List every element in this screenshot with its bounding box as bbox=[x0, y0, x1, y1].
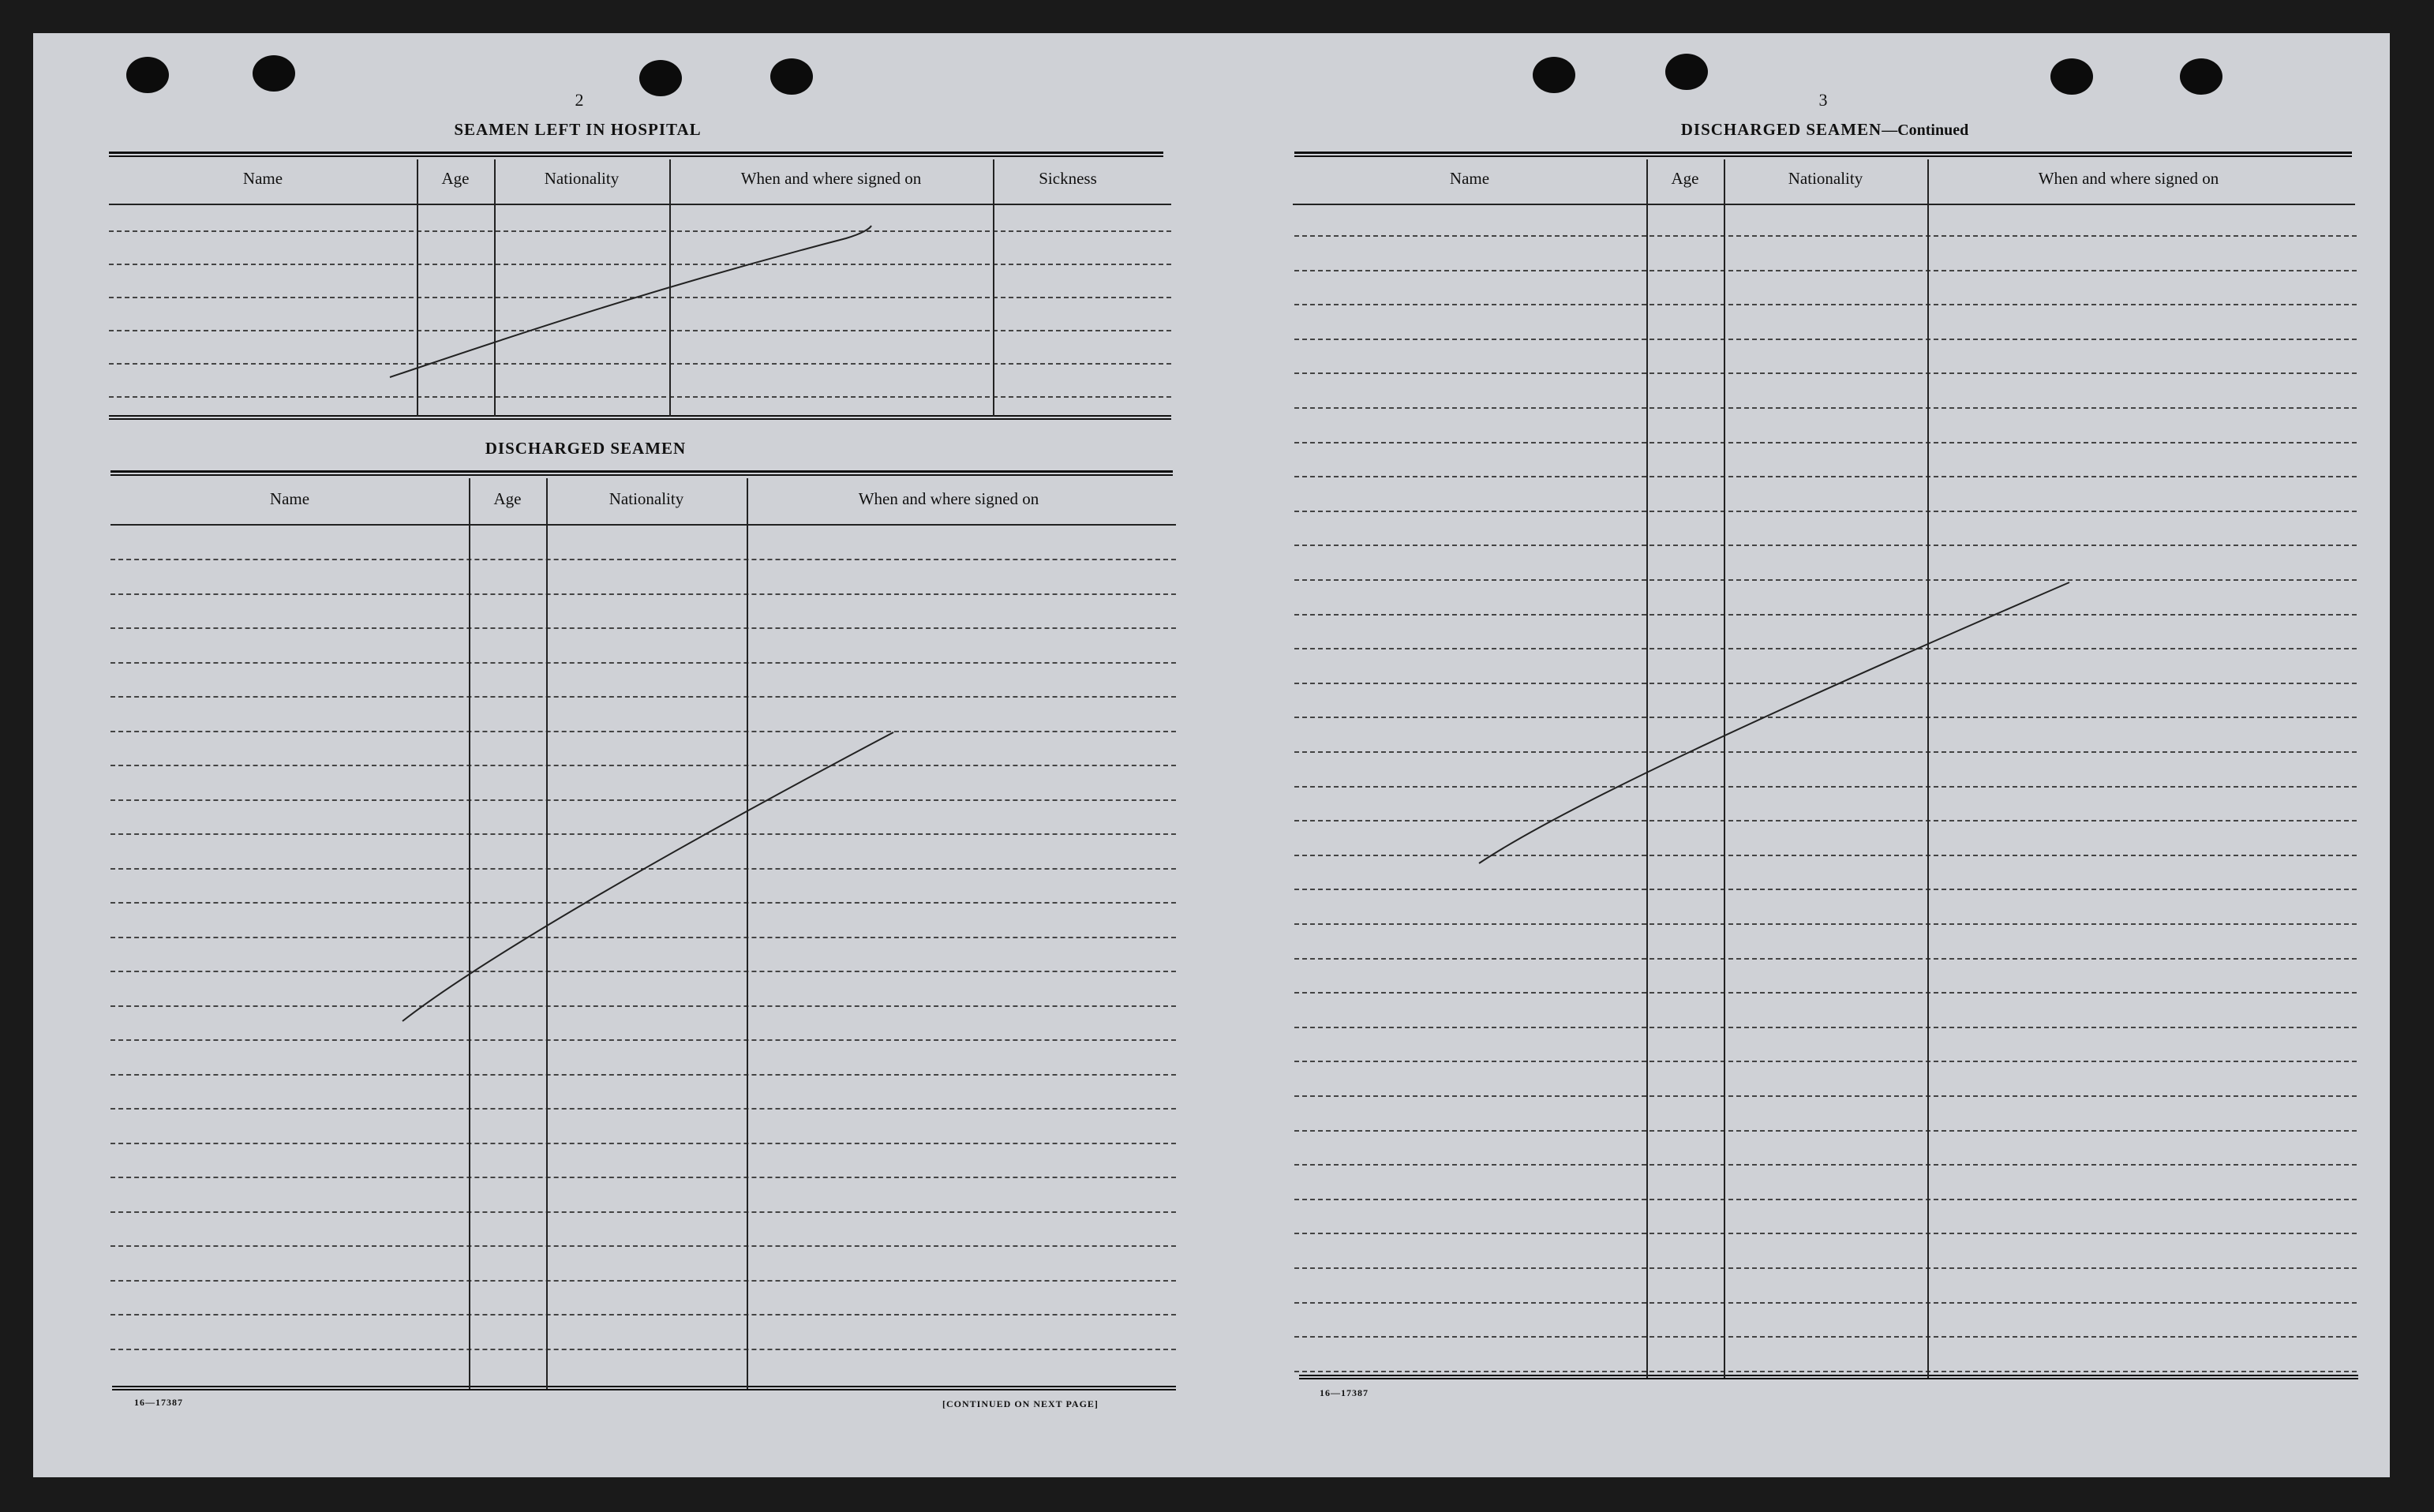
title-main: DISCHARGED SEAMEN bbox=[1680, 120, 1882, 139]
strike-mark-continued bbox=[1479, 582, 2069, 863]
strike-mark-hospital bbox=[390, 226, 871, 377]
column-header: When and where signed on bbox=[2038, 169, 2219, 188]
strike-mark-discharged bbox=[403, 732, 893, 1021]
form-code: 16—17387 bbox=[134, 1397, 183, 1408]
column-header: Age bbox=[1671, 169, 1699, 188]
continued-note: [CONTINUED ON NEXT PAGE] bbox=[942, 1398, 1099, 1409]
column-header: Age bbox=[493, 489, 522, 508]
form-code: 16—17387 bbox=[1320, 1387, 1369, 1398]
section-title-hospital: SEAMEN LEFT IN HOSPITAL bbox=[454, 120, 702, 139]
column-header: Name bbox=[242, 169, 283, 188]
column-header: Name bbox=[269, 489, 310, 508]
title-suffix: —Continued bbox=[1882, 122, 1969, 139]
column-header: Sickness bbox=[1039, 169, 1097, 188]
column-header: Nationality bbox=[544, 169, 620, 188]
column-header: When and where signed on bbox=[740, 169, 922, 188]
column-header: Nationality bbox=[1788, 169, 1863, 188]
document-sheet bbox=[33, 33, 2390, 1477]
page-number: 3 bbox=[1818, 90, 1828, 110]
section-title-discharged: DISCHARGED SEAMEN bbox=[485, 439, 687, 458]
column-header: When and where signed on bbox=[858, 489, 1039, 508]
strike-through-marks bbox=[33, 33, 2390, 1477]
column-header: Name bbox=[1449, 169, 1490, 188]
column-header: Nationality bbox=[608, 489, 684, 508]
page-number: 2 bbox=[575, 90, 584, 110]
column-header: Age bbox=[441, 169, 470, 188]
